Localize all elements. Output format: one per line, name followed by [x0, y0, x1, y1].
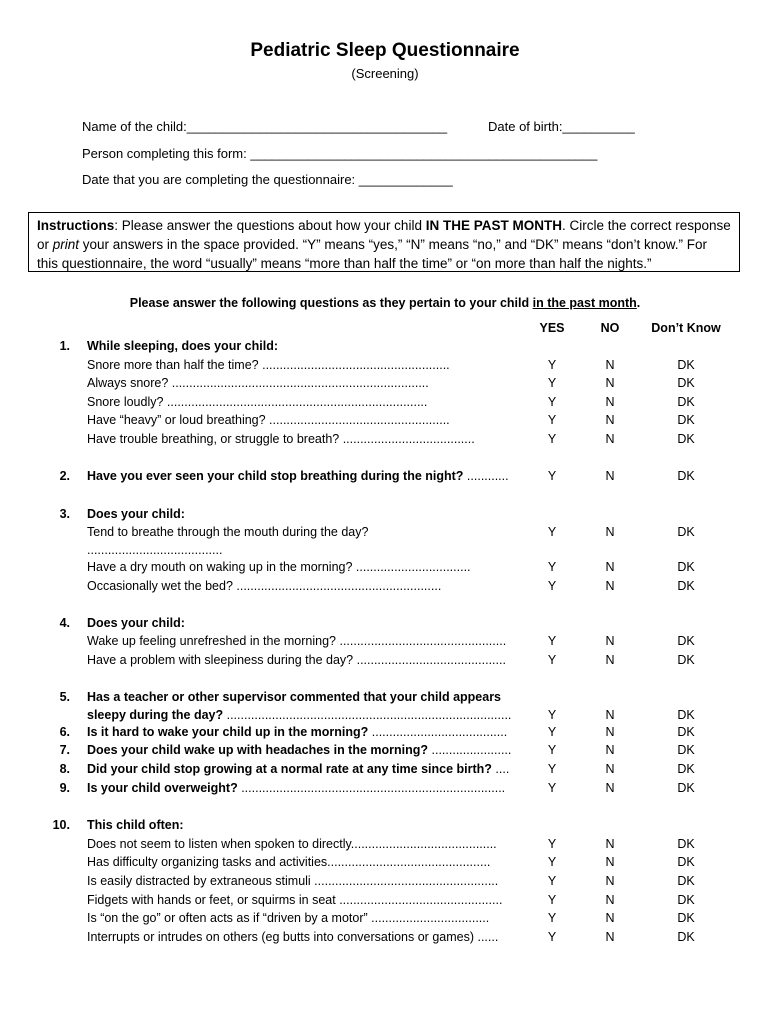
answer-dont-know[interactable]: DK: [677, 634, 695, 648]
question-label: Fidgets with hands or feet, or squirms in seat ...............................................: [87, 893, 503, 907]
question-label: .......................................: [87, 543, 223, 557]
col-header-no: NO: [600, 321, 620, 335]
leader-dots: ............................................................................: [237, 781, 506, 795]
question-label: Is it hard to wake your child up in the morning?: [87, 725, 369, 739]
question-text: [87, 911, 489, 925]
question-text: [87, 762, 509, 776]
answer-no[interactable]: N: [605, 579, 615, 593]
question-text: [87, 525, 368, 539]
answer-no[interactable]: N: [605, 469, 615, 483]
answer-dont-know[interactable]: DK: [677, 930, 695, 944]
answer-no[interactable]: N: [605, 781, 615, 795]
question-text: [87, 837, 497, 851]
intro-end: .: [636, 296, 641, 310]
answer-yes[interactable]: Y: [547, 560, 557, 574]
answer-yes[interactable]: Y: [547, 634, 557, 648]
question-label: Snore loudly? ...........................................................................: [87, 395, 428, 409]
instructions-print: print: [52, 237, 80, 252]
question-label: Is easily distracted by extraneous stimuli .....................................................: [87, 874, 499, 888]
answer-no[interactable]: N: [605, 376, 615, 390]
question-text: [87, 376, 429, 390]
leader-dots: .......................................: [368, 725, 508, 739]
question-text: [87, 634, 506, 648]
answer-no[interactable]: N: [605, 560, 615, 574]
question-label: Always snore? ..........................................................................: [87, 376, 429, 390]
question-text: [87, 579, 441, 593]
question-text: [87, 469, 509, 483]
answer-no[interactable]: N: [605, 893, 615, 907]
answer-no[interactable]: N: [605, 634, 615, 648]
person-completing-field[interactable]: Person completing this form: ________________________________________________: [82, 146, 598, 161]
question-text: [87, 543, 222, 557]
question-label: This child often:: [87, 818, 184, 832]
answer-dont-know[interactable]: DK: [677, 525, 695, 539]
question-label: Wake up feeling unrefreshed in the morning? ................................................: [87, 634, 507, 648]
question-text: [87, 395, 427, 409]
instructions-text-3: your answers in the space provided. “Y” means “yes,” “N” means “no,” and “DK” means “don’t know.” For this questionnaire, the word “usually” means “more than half the time” or “on more than half the nights.”: [37, 237, 708, 271]
answer-dont-know[interactable]: DK: [677, 837, 695, 851]
answer-dont-know[interactable]: DK: [677, 725, 695, 739]
question-text: [87, 507, 185, 521]
date-completed-field[interactable]: Date that you are completing the questionnaire: _____________: [82, 172, 453, 187]
question-number: 2.: [59, 469, 70, 483]
question-label: Have trouble breathing, or struggle to breath? ......................................: [87, 432, 475, 446]
leader-dots: ..................................................................................: [223, 708, 512, 722]
answer-dont-know[interactable]: DK: [677, 560, 695, 574]
answer-dont-know[interactable]: DK: [677, 708, 695, 722]
col-header-yes: YES: [539, 321, 565, 335]
answer-yes[interactable]: Y: [547, 395, 557, 409]
page-title: Pediatric Sleep Questionnaire: [250, 40, 520, 61]
question-number: 7.: [59, 743, 70, 757]
answer-no[interactable]: N: [605, 855, 615, 869]
answer-yes[interactable]: Y: [547, 469, 557, 483]
question-label: Have a problem with sleepiness during the day? ...........................................: [87, 653, 506, 667]
question-text: [87, 413, 450, 427]
answer-yes[interactable]: Y: [547, 725, 557, 739]
question-text: [87, 653, 506, 667]
dob-field[interactable]: Date of birth:__________: [488, 119, 635, 134]
answer-yes[interactable]: Y: [547, 376, 557, 390]
answer-dont-know[interactable]: DK: [677, 911, 695, 925]
intro-underlined: in the past month: [532, 296, 637, 310]
question-label: sleepy during the day?: [87, 708, 224, 722]
answer-dont-know[interactable]: DK: [677, 579, 695, 593]
answer-no[interactable]: N: [605, 525, 615, 539]
intro-line: [0, 296, 770, 310]
answer-dont-know[interactable]: DK: [677, 376, 695, 390]
question-label: Snore more than half the time? ......................................................: [87, 358, 450, 372]
answer-no[interactable]: N: [605, 762, 615, 776]
question-text: [87, 855, 490, 869]
answer-yes[interactable]: Y: [547, 653, 557, 667]
answer-no[interactable]: N: [605, 911, 615, 925]
question-label: Is your child overweight?: [87, 781, 238, 795]
answer-yes[interactable]: Y: [547, 855, 557, 869]
answer-yes[interactable]: Y: [547, 893, 557, 907]
question-text: [87, 781, 505, 795]
answer-dont-know[interactable]: DK: [677, 469, 695, 483]
answer-yes[interactable]: Y: [547, 579, 557, 593]
answer-yes[interactable]: Y: [547, 781, 557, 795]
answer-dont-know[interactable]: DK: [677, 395, 695, 409]
answer-no[interactable]: N: [605, 653, 615, 667]
instructions-emphasis: IN THE PAST MONTH: [425, 218, 562, 233]
question-text: [87, 874, 498, 888]
leader-dots: ............: [463, 469, 509, 483]
question-text: [87, 818, 184, 832]
answer-dont-know[interactable]: DK: [677, 653, 695, 667]
question-label: Occasionally wet the bed? ...........................................................: [87, 579, 442, 593]
question-text: [87, 616, 185, 630]
question-text: [87, 358, 450, 372]
answer-yes[interactable]: Y: [547, 413, 557, 427]
answer-dont-know[interactable]: DK: [677, 855, 695, 869]
question-label: Tend to breathe through the mouth during the day?: [87, 525, 369, 539]
answer-no[interactable]: N: [605, 743, 615, 757]
question-number: 6.: [59, 725, 70, 739]
answer-dont-know[interactable]: DK: [677, 781, 695, 795]
answer-yes[interactable]: Y: [547, 837, 557, 851]
question-label: Does your child:: [87, 616, 185, 630]
answer-no[interactable]: N: [605, 837, 615, 851]
question-text: [87, 725, 507, 739]
question-number: 5.: [59, 690, 70, 704]
answer-yes[interactable]: Y: [547, 432, 557, 446]
answer-no[interactable]: N: [605, 725, 615, 739]
child-name-field[interactable]: Name of the child:____________________________________: [82, 119, 448, 134]
question-text: [87, 690, 501, 704]
question-number: 4.: [59, 616, 70, 630]
question-number: 10.: [52, 818, 70, 832]
question-label: Have a dry mouth on waking up in the morning? .................................: [87, 560, 471, 574]
answer-yes[interactable]: Y: [547, 762, 557, 776]
answer-yes[interactable]: Y: [547, 874, 557, 888]
answer-no[interactable]: N: [605, 708, 615, 722]
col-header-dont-know: Don’t Know: [651, 321, 721, 335]
answer-no[interactable]: N: [605, 413, 615, 427]
question-label: Interrupts or intrudes on others (eg butts into conversations or games) ......: [87, 930, 499, 944]
question-label: Have you ever seen your child stop breathing during the night?: [87, 469, 464, 483]
answer-yes[interactable]: Y: [547, 525, 557, 539]
question-text: [87, 432, 475, 446]
question-label: Does your child wake up with headaches in the morning?: [87, 743, 429, 757]
question-number: 8.: [59, 762, 70, 776]
question-label: Has difficulty organizing tasks and activities...............................................: [87, 855, 491, 869]
answer-no[interactable]: N: [605, 395, 615, 409]
page-subtitle: (Screening): [351, 66, 419, 81]
answer-yes[interactable]: Y: [547, 358, 557, 372]
question-label: Have “heavy” or loud breathing? ....................................................: [87, 413, 450, 427]
question-number: 3.: [59, 507, 70, 521]
answer-dont-know[interactable]: DK: [677, 874, 695, 888]
answer-yes[interactable]: Y: [547, 911, 557, 925]
answer-dont-know[interactable]: DK: [677, 743, 695, 757]
question-text: [87, 893, 502, 907]
question-text: [87, 743, 511, 757]
question-text: [87, 560, 471, 574]
question-text: [87, 708, 511, 722]
answer-dont-know[interactable]: DK: [677, 432, 695, 446]
instructions-label: Instructions: [37, 218, 115, 233]
question-label: Does your child:: [87, 507, 185, 521]
question-label: Did your child stop growing at a normal rate at any time since birth?: [87, 762, 492, 776]
question-label: Is “on the go” or often acts as if “driven by a motor” ..................................: [87, 911, 490, 925]
answer-yes[interactable]: Y: [547, 743, 557, 757]
instructions-text-2: . Circle the correct response or: [37, 218, 731, 252]
question-label: Has a teacher or other supervisor commented that your child appears: [87, 690, 502, 704]
leader-dots: .......................: [428, 743, 512, 757]
answer-no[interactable]: N: [605, 874, 615, 888]
answer-dont-know[interactable]: DK: [677, 762, 695, 776]
answer-yes[interactable]: Y: [547, 930, 557, 944]
answer-dont-know[interactable]: DK: [677, 413, 695, 427]
leader-dots: ....: [491, 762, 510, 776]
question-label: While sleeping, does your child:: [87, 339, 278, 353]
question-text: [87, 339, 278, 353]
answer-yes[interactable]: Y: [547, 708, 557, 722]
question-text: [87, 930, 498, 944]
answer-dont-know[interactable]: DK: [677, 893, 695, 907]
question-number: 9.: [59, 781, 70, 795]
question-label: Does not seem to listen when spoken to directly..........................................: [87, 837, 497, 851]
instructions-text-1: : Please answer the questions about how your child: [114, 218, 426, 233]
intro-text: Please answer the following questions as they pertain to your child: [129, 296, 533, 310]
answer-no[interactable]: N: [605, 432, 615, 446]
answer-no[interactable]: N: [605, 930, 615, 944]
answer-dont-know[interactable]: DK: [677, 358, 695, 372]
instructions-box: [28, 212, 740, 272]
question-number: 1.: [59, 339, 70, 353]
answer-no[interactable]: N: [605, 358, 615, 372]
